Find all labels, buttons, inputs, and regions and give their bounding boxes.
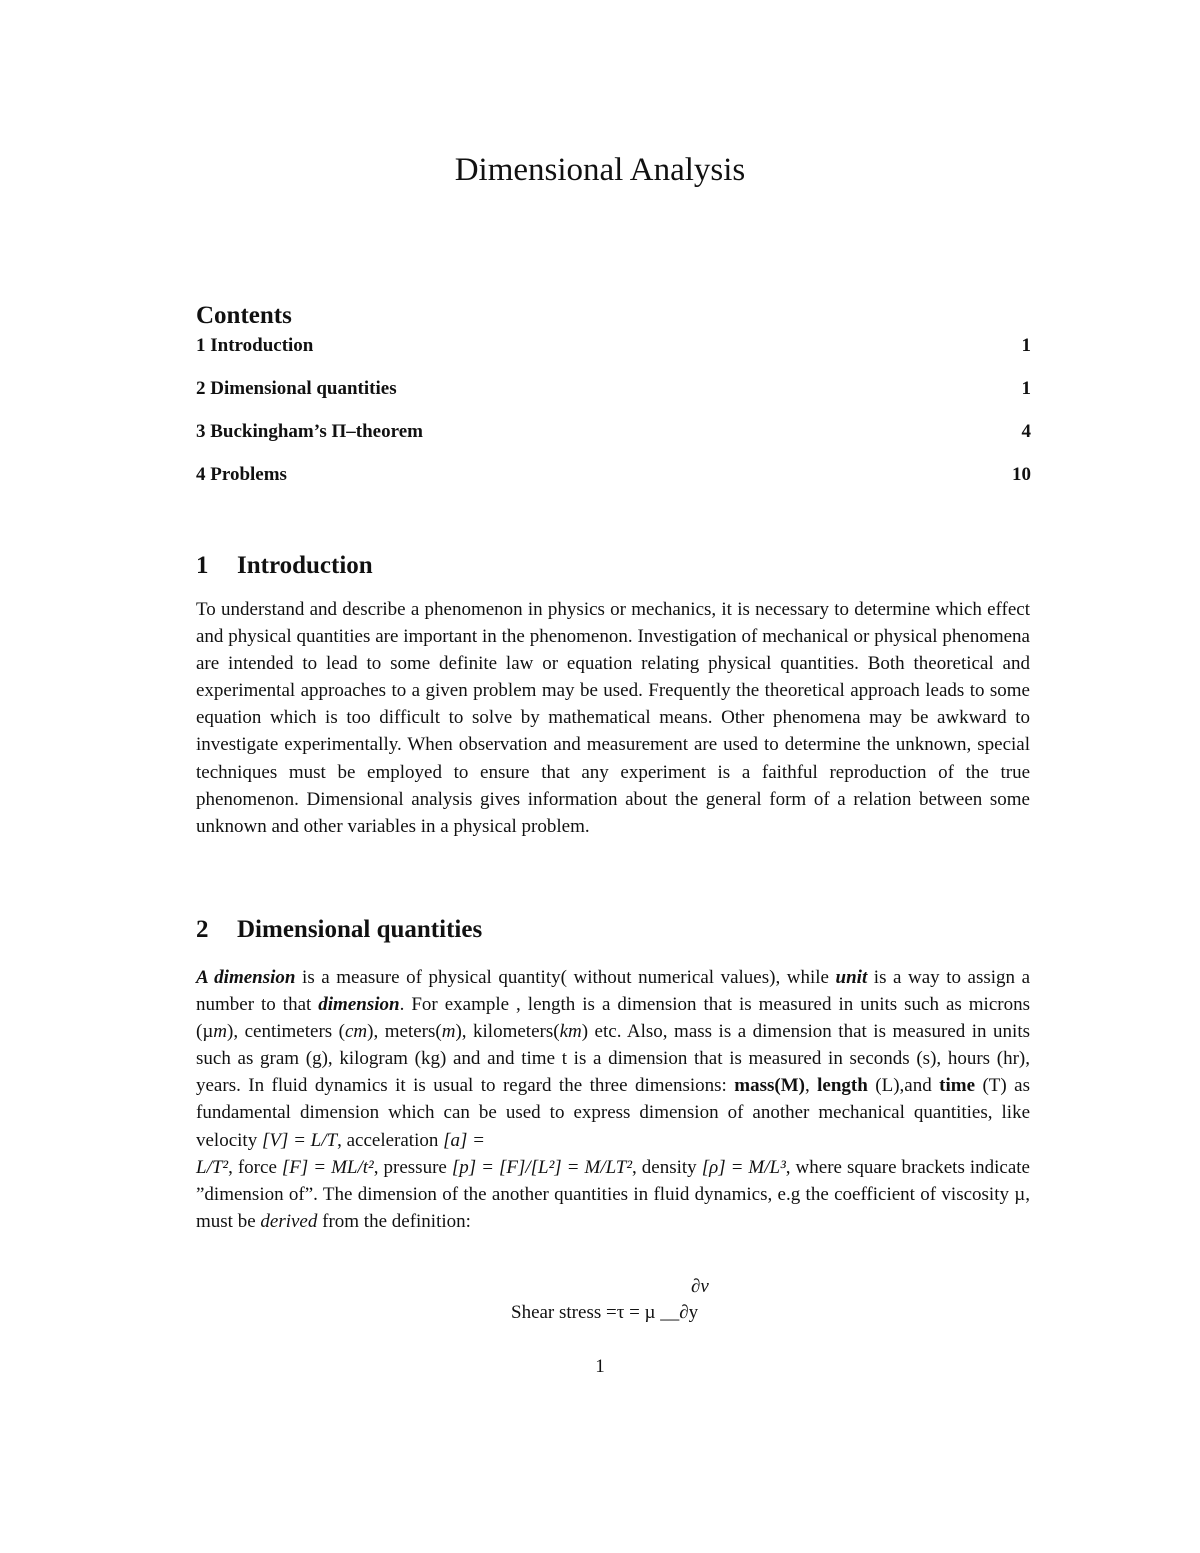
text-run: ), kilometers( [455,1021,560,1043]
shear-stress-formula [0,1276,1200,1336]
pressure-dimension: [p] = [F]/[L²] = M/LT² [451,1156,633,1178]
section-number: 2 [196,916,209,943]
section-title: Introduction [237,552,373,579]
page-number: 1 [595,1356,605,1377]
document-title: Dimensional Analysis [454,152,746,188]
unit-km: km [559,1021,582,1043]
text-run: ), centimeters ( [227,1021,345,1043]
force-dimension: [F] = ML/t² [281,1156,374,1178]
dimension-definition-paragraph [196,964,1030,1235]
toc-entry-label: 3 Buckingham’s Π–theorem [196,421,423,442]
toc-entry-label: 4 Problems [196,464,287,485]
velocity-dimension: [V] = L/T [261,1129,338,1151]
term-length: length [817,1075,868,1097]
unit-m: m [213,1021,228,1043]
unit-cm: cm [345,1021,368,1043]
section-1-heading [196,550,373,582]
formula-expression: Shear stress =τ = µ __∂y [511,1302,699,1323]
term-derived: derived [260,1210,318,1232]
text-run: ), meters( [367,1021,442,1043]
contents-heading: Contents [196,302,292,329]
toc-entry-page: 4 [1021,421,1031,442]
text-run: , acceleration [337,1129,444,1151]
toc-entry-dimensional-quantities[interactable] [196,376,1031,402]
text-run: , density [632,1156,702,1178]
toc-entry-page: 1 [1021,335,1031,356]
toc-entry-label: 1 Introduction [196,335,314,356]
acceleration-dimension-value: L/T² [196,1156,229,1178]
toc-entry-introduction[interactable] [196,333,1031,359]
unit-m: m [441,1021,456,1043]
text-run: . For example , length is a dimension that is measured in units such as microns (µ [196,994,1030,1043]
term-mass: mass(M) [734,1075,805,1097]
toc-entry-page: 1 [1021,378,1031,399]
text-run: , [804,1075,818,1097]
text-run: , where square brackets indicate ”dimension of”. The dimension of the another quantities in fluid dynamics, e.g the coefficient of viscosity µ, must be [196,1156,1030,1232]
term-unit: unit [835,967,868,988]
text-run: (L),and [867,1075,940,1097]
toc-entry-problems[interactable] [196,462,1031,488]
term-time: time [939,1075,976,1097]
section-title: Dimensional quantities [237,916,483,943]
formula-numerator: ∂v [691,1276,709,1297]
text-run: , pressure [373,1156,452,1178]
toc-entry-buckingham-theorem[interactable] [196,419,1031,445]
text-run: from the definition: [317,1210,471,1232]
toc-entry-page: 10 [1012,464,1031,485]
text-run: is a measure of physical quantity( without numerical values), while [295,967,836,988]
introduction-paragraph: To understand and describe a phenomenon in physics or mechanics, it is necessary to determine which effect and physical quantities are important in the phenomenon. Investigation of mechanical or physical phenomena are intended to lead to some definite law or equation relating physical quantities. Both theoretical and experimental approaches to a given problem may be used. Frequently the theoretical approach leads to some equation which is too difficult to solve by mathematical means. Other phenomena may be awkward to investigate experimentally. When observation and measurement are used to determine the unknown, special techniques must be employed to ensure that any experiment is a faithful reproduction of the true phenomenon. Dimensional analysis gives information about the general form of a relation between some unknown and other variables in a physical problem. [196,599,1030,837]
density-dimension: [ρ] = M/L³ [701,1156,786,1178]
term-dimension: A dimension [196,967,296,988]
text-run: (T) as fundamental dimension which can be used to express dimension of another mechanical quantities, like velocity [196,1075,1031,1151]
text-run: , force [228,1156,282,1178]
section-number: 1 [196,552,209,579]
toc-entry-label: 2 Dimensional quantities [196,378,397,399]
term-dimension: dimension [318,994,400,1016]
section-2-heading [196,914,482,946]
acceleration-dimension: [a] = [443,1129,485,1151]
text-run: ) etc. Also, mass is a dimension that is measured in units such as gram (g), kilogram (kg) and and time t is a dimension that is measured in seconds (s), hours (hr), years. In fluid dynamics it is usual to regard the three dimensions: [196,1021,1030,1097]
text-run: is a way to assign a number to that [196,967,1031,1016]
